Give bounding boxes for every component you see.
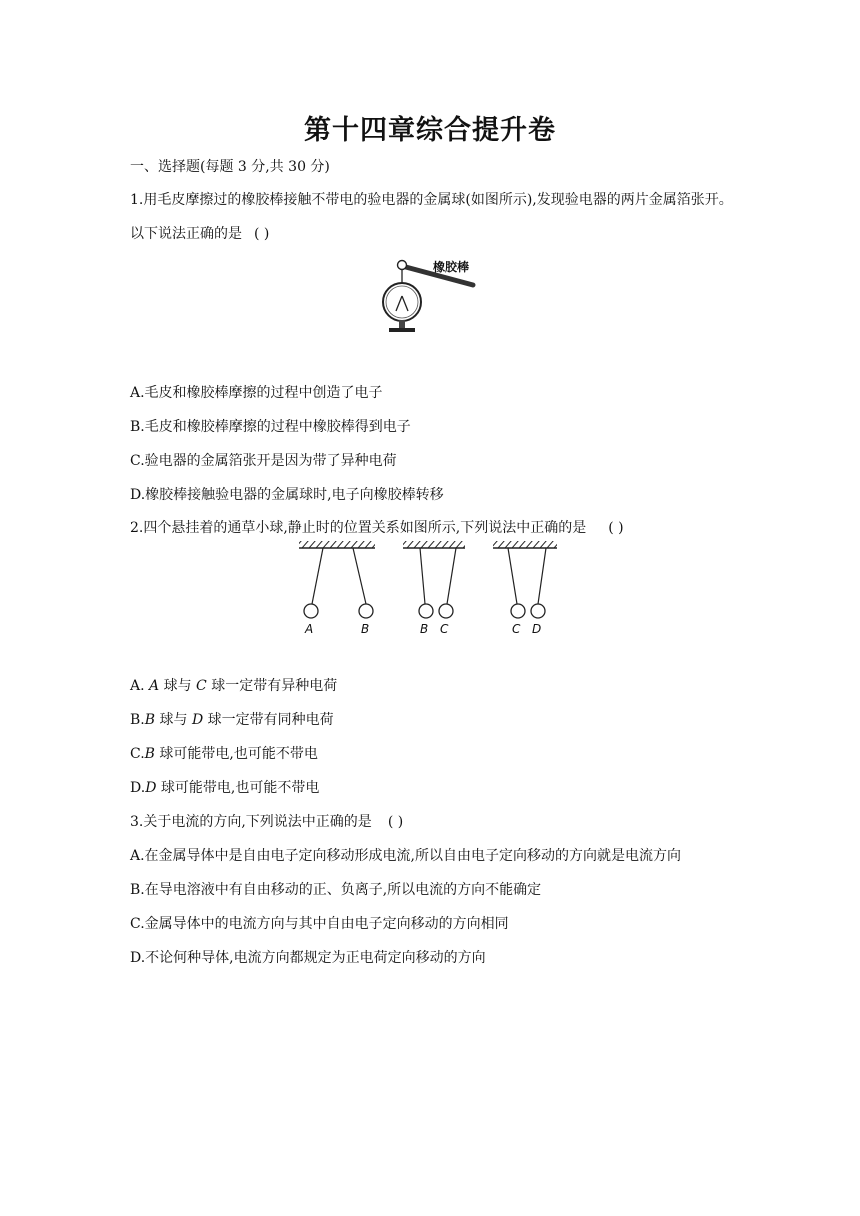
ball-b xyxy=(419,604,433,618)
pith-balls-figure xyxy=(295,540,565,640)
ball-a xyxy=(304,604,318,618)
q2-option-c: C.B 球可能带电,也可能不带电 xyxy=(130,746,318,762)
electroscope-figure xyxy=(375,252,495,337)
question-3-text: 3.关于电流的方向,下列说法中正确的是 xyxy=(130,814,372,830)
q2-option-d: D.D 球可能带电,也可能不带电 xyxy=(130,780,320,796)
answer-paren: ( ) xyxy=(608,520,624,536)
pith-ball-group-ab xyxy=(299,541,375,636)
q3-option-b: B.在导电溶液中有自由移动的正、负离子,所以电流的方向不能确定 xyxy=(130,882,542,898)
q3-option-d: D.不论何种导体,电流方向都规定为正电荷定向移动的方向 xyxy=(130,950,486,966)
q3-option-c: C.金属导体中的电流方向与其中自由电子定向移动的方向相同 xyxy=(130,916,509,932)
question-1-text: 1.用毛皮摩擦过的橡胶棒接触不带电的验电器的金属球(如图所示),发现验电器的两片金属箔张开。以下说法正确的是 xyxy=(130,192,733,242)
label-c: C xyxy=(512,622,521,636)
ball-b xyxy=(359,604,373,618)
section-heading: 一、选择题(每题 3 分,共 30 分) xyxy=(130,159,330,175)
question-3-stem xyxy=(130,812,403,832)
q2-option-b: B.B 球与 D 球一定带有同种电荷 xyxy=(130,712,334,728)
q1-option-a: A.毛皮和橡胶棒摩擦的过程中创造了电子 xyxy=(130,385,383,401)
label-b: B xyxy=(361,622,370,636)
q2-option-a: A. A 球与 C 球一定带有异种电荷 xyxy=(130,678,338,694)
label-c: C xyxy=(440,622,449,636)
electroscope-case xyxy=(383,283,421,321)
answer-paren: ( ) xyxy=(254,226,270,242)
q1-option-d: D.橡胶棒接触验电器的金属球时,电子向橡胶棒转移 xyxy=(130,487,444,503)
figure-label-rubber-rod: 橡胶棒 xyxy=(433,260,470,274)
metal-ball xyxy=(398,261,407,270)
ball-d xyxy=(531,604,545,618)
question-2-text: 2.四个悬挂着的通草小球,静止时的位置关系如图所示,下列说法中正确的是 xyxy=(130,520,587,536)
pith-ball-group-bc xyxy=(403,541,465,636)
question-1-stem xyxy=(130,183,735,251)
page-title: 第十四章综合提升卷 xyxy=(304,115,556,146)
q1-option-b: B.毛皮和橡胶棒摩擦的过程中橡胶棒得到电子 xyxy=(130,419,411,435)
q1-option-c: C.验电器的金属箔张开是因为带了异种电荷 xyxy=(130,453,397,469)
label-b: B xyxy=(420,622,429,636)
q3-option-a: A.在金属导体中是自由电子定向移动形成电流,所以自由电子定向移动的方向就是电流方向 xyxy=(130,848,682,864)
label-a: A xyxy=(305,622,314,636)
label-d: D xyxy=(532,622,542,636)
ball-c xyxy=(439,604,453,618)
pith-ball-group-cd xyxy=(493,541,557,636)
ball-c xyxy=(511,604,525,618)
answer-paren: ( ) xyxy=(387,814,404,830)
question-2-stem xyxy=(130,518,624,538)
